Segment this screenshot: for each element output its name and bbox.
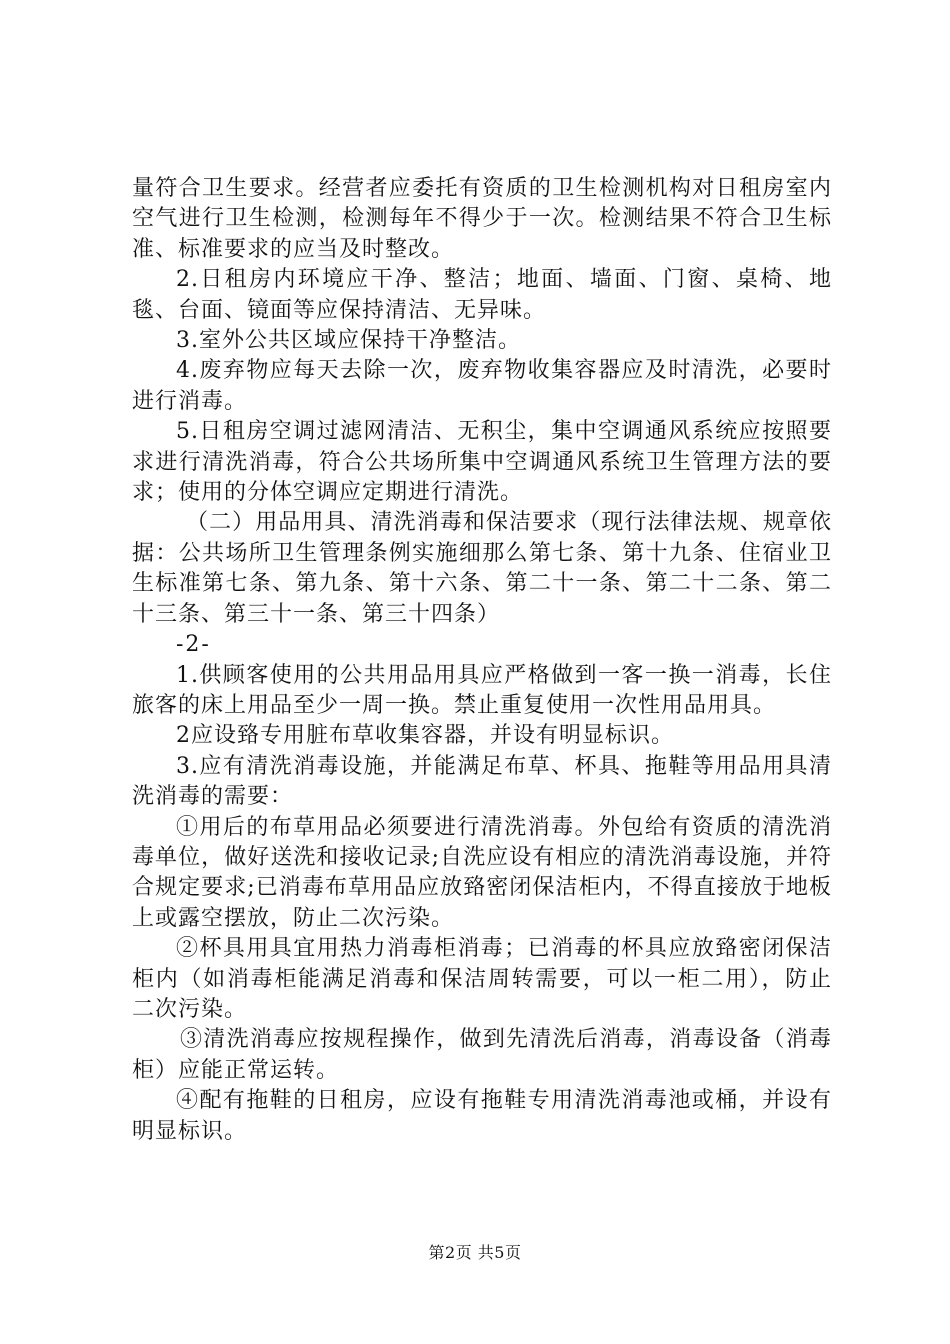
inline-page-marker: -2-	[176, 632, 211, 658]
page-footer: 第2页 共5页	[428, 1243, 522, 1262]
paragraph-item-5-air-conditioning: 5.日租房空调过滤网清洁、无积尘，集中空调通风系统应按照要求进行清洗消毒，符合公共场所集中空调通风系统卫生管理方法的要求；使用的分体空调应定期进行清洗。	[132, 419, 832, 506]
paragraph-subitem-2-cups: ②杯具用具宜用热力消毒柜消毒；已消毒的杯具应放臵密闭保洁柜内（如消毒柜能满足消毒和保洁周转需要，可以一柜二用），防止二次污染。	[132, 936, 832, 1022]
paragraph-item-4-waste: 4.废弃物应每天去除一次，废弃物收集容器应及时清洗，必要时进行消毒。	[132, 358, 832, 414]
paragraph-subitem-4-slippers: ④配有拖鞋的日租房，应设有拖鞋专用清洗消毒池或桶，并设有明显标识。	[132, 1088, 832, 1144]
paragraph-item-3-outdoor: 3.室外公共区域应保持干净整洁。	[176, 328, 521, 354]
paragraph-subitem-1-linen: ①用后的布草用品必须要进行清洗消毒。外包给有资质的清洗消毒单位，做好送洗和接收记录;自洗应设有相应的清洗消毒设施，并符合规定要求;已消毒布草用品应放臵密闭保洁柜内，不得直接放于地板上或露空摆放，防止二次污染。	[132, 814, 832, 931]
paragraph-item-3-disinfection-facilities: 3.应有清洗消毒设施，并能满足布草、杯具、拖鞋等用品用具清洗消毒的需要：	[132, 753, 832, 810]
document-body	[132, 174, 832, 1147]
section-heading-supplies-cleaning: （二）用品用具、清洗消毒和保洁要求（现行法律法规、规章依据：公共场所卫生管理条例实施细那么第七条、第十九条、住宿业卫生标准第七条、第九条、第十六条、第二十一条、第二十二条、第二十三条、第三十一条、第三十四条）	[132, 510, 832, 627]
paragraph-air-quality-continuation: 量符合卫生要求。经营者应委托有资质的卫生检测机构对日租房室内空气进行卫生检测，检测每年不得少于一次。检测结果不符合卫生标准、标准要求的应当及时整改。	[132, 176, 832, 262]
paragraph-item-1-public-supplies: 1.供顾客使用的公共用品用具应严格做到一客一换一消毒，长住旅客的床上用品至少一周一换。禁止重复使用一次性用品用具。	[132, 662, 832, 718]
paragraph-subitem-3-procedure: ③清洗消毒应按规程操作，做到先清洗后消毒，消毒设备（消毒柜）应能正常运转。	[132, 1027, 832, 1083]
paragraph-item-2-linen-container: 2应设臵专用脏布草收集容器，并设有明显标识。	[176, 723, 674, 749]
paragraph-item-2-environment: 2.日租房内环境应干净、整洁；地面、墙面、门窗、桌椅、地毯、台面、镜面等应保持清洁、无异味。	[132, 267, 832, 323]
